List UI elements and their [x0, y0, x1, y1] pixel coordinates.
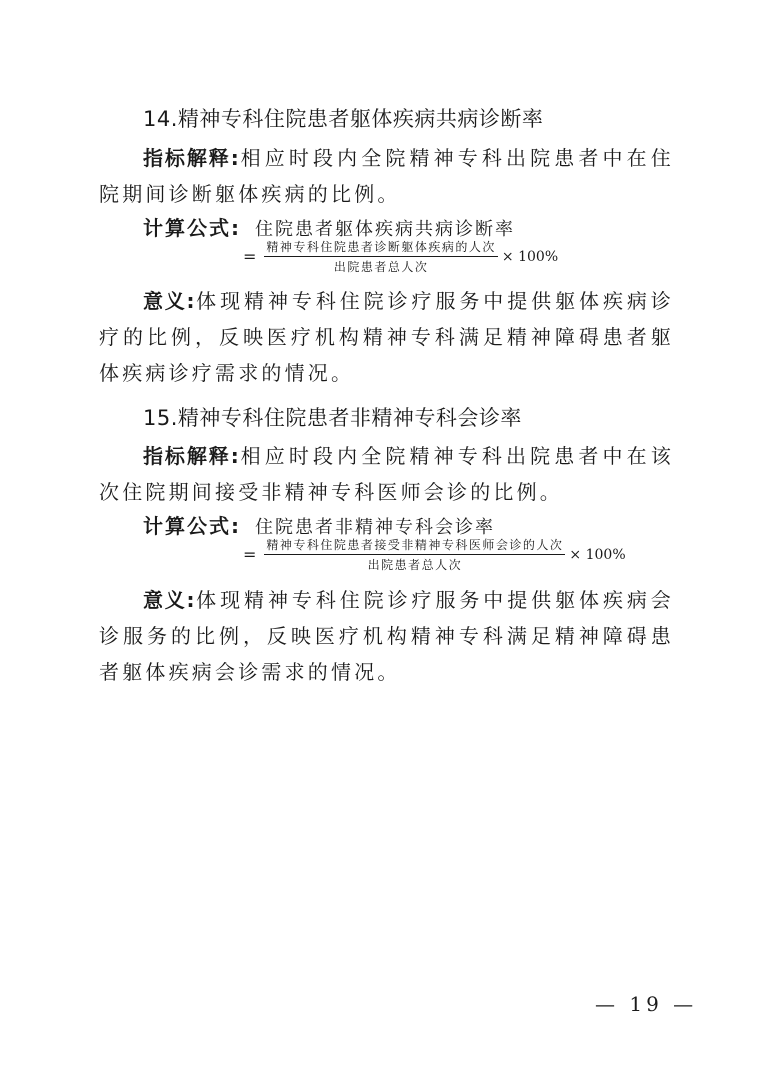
fraction: [264, 536, 565, 573]
fraction: [264, 238, 498, 275]
section-14-significance: [99, 283, 674, 391]
equals-sign: =: [243, 247, 257, 266]
explanation-text: 相应时段内全院精神专科出院患者中在该次住院期间接受非精神专科医师会诊的比例。: [99, 444, 675, 504]
formula-label: 计算公式:: [143, 216, 241, 240]
section-14-formula: [243, 238, 558, 275]
formula-name: 住院患者躯体疾病共病诊断率: [255, 219, 515, 240]
equals-sign: =: [243, 545, 257, 564]
section-15-formula-label: [143, 510, 495, 539]
explanation-label: 指标解释:: [143, 146, 240, 170]
section-14-formula-label: [143, 212, 515, 241]
significance-label: 意义:: [143, 588, 196, 612]
fraction-numerator: 精神专科住院患者接受非精神专科医师会诊的人次: [264, 536, 565, 555]
fraction-denominator: 出院患者总人次: [333, 260, 429, 274]
formula-name: 住院患者非精神专科会诊率: [255, 517, 495, 538]
fraction-numerator: 精神专科住院患者诊断躯体疾病的人次: [264, 238, 498, 257]
significance-label: 意义:: [143, 289, 196, 313]
page-number: — 19 —: [595, 992, 698, 1016]
section-15-significance: [99, 582, 674, 690]
explanation-label: 指标解释:: [143, 444, 240, 468]
explanation-text: 相应时段内全院精神专科出院患者中在住院期间诊断躯体疾病的比例。: [99, 146, 675, 206]
multiplier: × 100%: [569, 546, 626, 563]
section-14-explanation: [99, 140, 674, 212]
significance-text: 体现精神专科住院诊疗服务中提供躯体疾病会诊服务的比例，反映医疗机构精神专科满足精神障碍患者躯体疾病会诊需求的情况。: [99, 588, 674, 684]
multiplier: × 100%: [501, 248, 559, 265]
section-15-explanation: [99, 438, 674, 510]
section-15-formula: [243, 536, 626, 573]
significance-text: 体现精神专科住院诊疗服务中提供躯体疾病诊疗的比例，反映医疗机构精神专科满足精神障碍患者躯体疾病诊疗需求的情况。: [99, 289, 674, 385]
section-15-heading: 15.精神专科住院患者非精神专科会诊率: [143, 406, 522, 430]
formula-label: 计算公式:: [143, 514, 241, 538]
fraction-denominator: 出院患者总人次: [367, 558, 463, 572]
section-14-heading: 14.精神专科住院患者躯体疾病共病诊断率: [143, 107, 544, 131]
